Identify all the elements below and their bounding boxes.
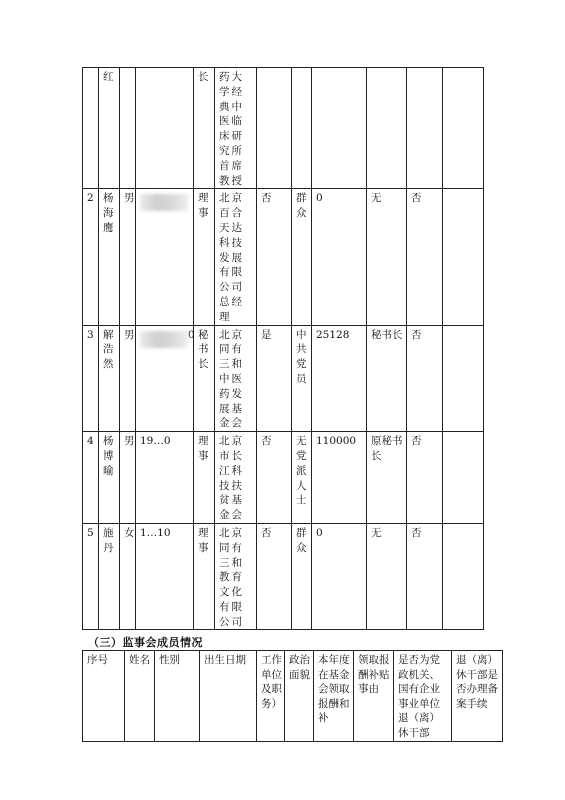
cell-party-post [367, 68, 407, 189]
cell-no: 4 [83, 432, 99, 524]
cell-name: 施丹 [99, 523, 120, 630]
cell-filing [443, 523, 484, 630]
cell-gender: 男 [120, 432, 136, 524]
cell-retired: 否 [407, 189, 443, 325]
header-filing: 退（离）休干部是否办理备案手续 [452, 651, 503, 742]
cell-work: 北京同有三和教育文化有限公司 [215, 523, 257, 630]
cell-pay: 110000 [312, 432, 367, 524]
table-row [83, 523, 484, 630]
cell-name: 杨海鹰 [99, 189, 120, 325]
header-pay: 本年度在基金会领取报酬和补 [314, 651, 354, 742]
header-retired: 是否为党政机关、国有企业事业单位退（离）休干部 [394, 651, 452, 742]
cell-no: 3 [83, 325, 99, 432]
cell-role: 理事 [194, 189, 215, 325]
cell-party-post: 无 [367, 189, 407, 325]
cell-no: 2 [83, 189, 99, 325]
header-gender: 性别 [155, 651, 200, 742]
cell-birth: 1…10 [136, 523, 194, 630]
cell-role: 长 [194, 68, 215, 189]
cell-gender: 男 [120, 325, 136, 432]
cell-filing [443, 325, 484, 432]
cell-politics [292, 68, 312, 189]
cell-party-post: 原秘书长 [367, 432, 407, 524]
header-pay-reason: 领取报酬补贴事由 [354, 651, 394, 742]
cell-filing [443, 68, 484, 189]
cell-work: 北京市长江科技扶贫基金会 [215, 432, 257, 524]
cell-retired: 否 [407, 325, 443, 432]
cell-retired: 否 [407, 523, 443, 630]
cell-work: 北京同有三和中医药发展基金会 [215, 325, 257, 432]
cell-birth [136, 189, 194, 325]
cell-role: 理事 [194, 523, 215, 630]
cell-gender: 男 [120, 189, 136, 325]
cell-role: 秘书长 [194, 325, 215, 432]
section-title: （三）监事会成员情况 [88, 636, 203, 649]
cell-politics: 群众 [292, 189, 312, 325]
cell-pay [312, 68, 367, 189]
header-birth: 出生日期 [200, 651, 257, 742]
header-work: 工作单位及职务） [257, 651, 285, 742]
cell-filing [443, 189, 484, 325]
cell-party-post: 无 [367, 523, 407, 630]
header-row [83, 651, 503, 742]
table-row [83, 432, 484, 524]
cell-name: 杨博喻 [99, 432, 120, 524]
cell-work: 北京百合天达科技发展有限公司总经理 [215, 189, 257, 325]
cell-pay: 0 [312, 523, 367, 630]
cell-politics: 中共党员 [292, 325, 312, 432]
cell-birth [136, 68, 194, 189]
cell-retired: 否 [407, 432, 443, 524]
cell-pay: 25128 [312, 325, 367, 432]
header-name: 姓名 [125, 651, 155, 742]
cell-in-party: 是 [257, 325, 292, 432]
redacted-block [140, 331, 188, 348]
cell-no: 5 [83, 523, 99, 630]
cell-no [83, 68, 99, 189]
cell-work: 药大学经典中医临床研究所首席教授 [215, 68, 257, 189]
council-members-table [82, 67, 484, 630]
cell-name: 红 [99, 68, 120, 189]
supervisors-table [82, 650, 503, 742]
header-no: 序号 [83, 651, 125, 742]
table-row [83, 68, 484, 189]
cell-politics: 无党派人士 [292, 432, 312, 524]
redacted-block [140, 194, 188, 211]
cell-in-party: 否 [257, 523, 292, 630]
cell-gender [120, 68, 136, 189]
cell-politics: 群众 [292, 523, 312, 630]
cell-in-party: 否 [257, 432, 292, 524]
cell-retired [407, 68, 443, 189]
header-politics: 政治面貌 [285, 651, 314, 742]
cell-birth: 0 [136, 325, 194, 432]
table-row [83, 325, 484, 432]
cell-birth: 19…0 [136, 432, 194, 524]
cell-pay: 0 [312, 189, 367, 325]
cell-gender: 女 [120, 523, 136, 630]
table-row [83, 189, 484, 325]
cell-role: 理事 [194, 432, 215, 524]
cell-in-party: 否 [257, 189, 292, 325]
cell-name: 解浩然 [99, 325, 120, 432]
cell-in-party [257, 68, 292, 189]
cell-filing [443, 432, 484, 524]
cell-party-post: 秘书长 [367, 325, 407, 432]
